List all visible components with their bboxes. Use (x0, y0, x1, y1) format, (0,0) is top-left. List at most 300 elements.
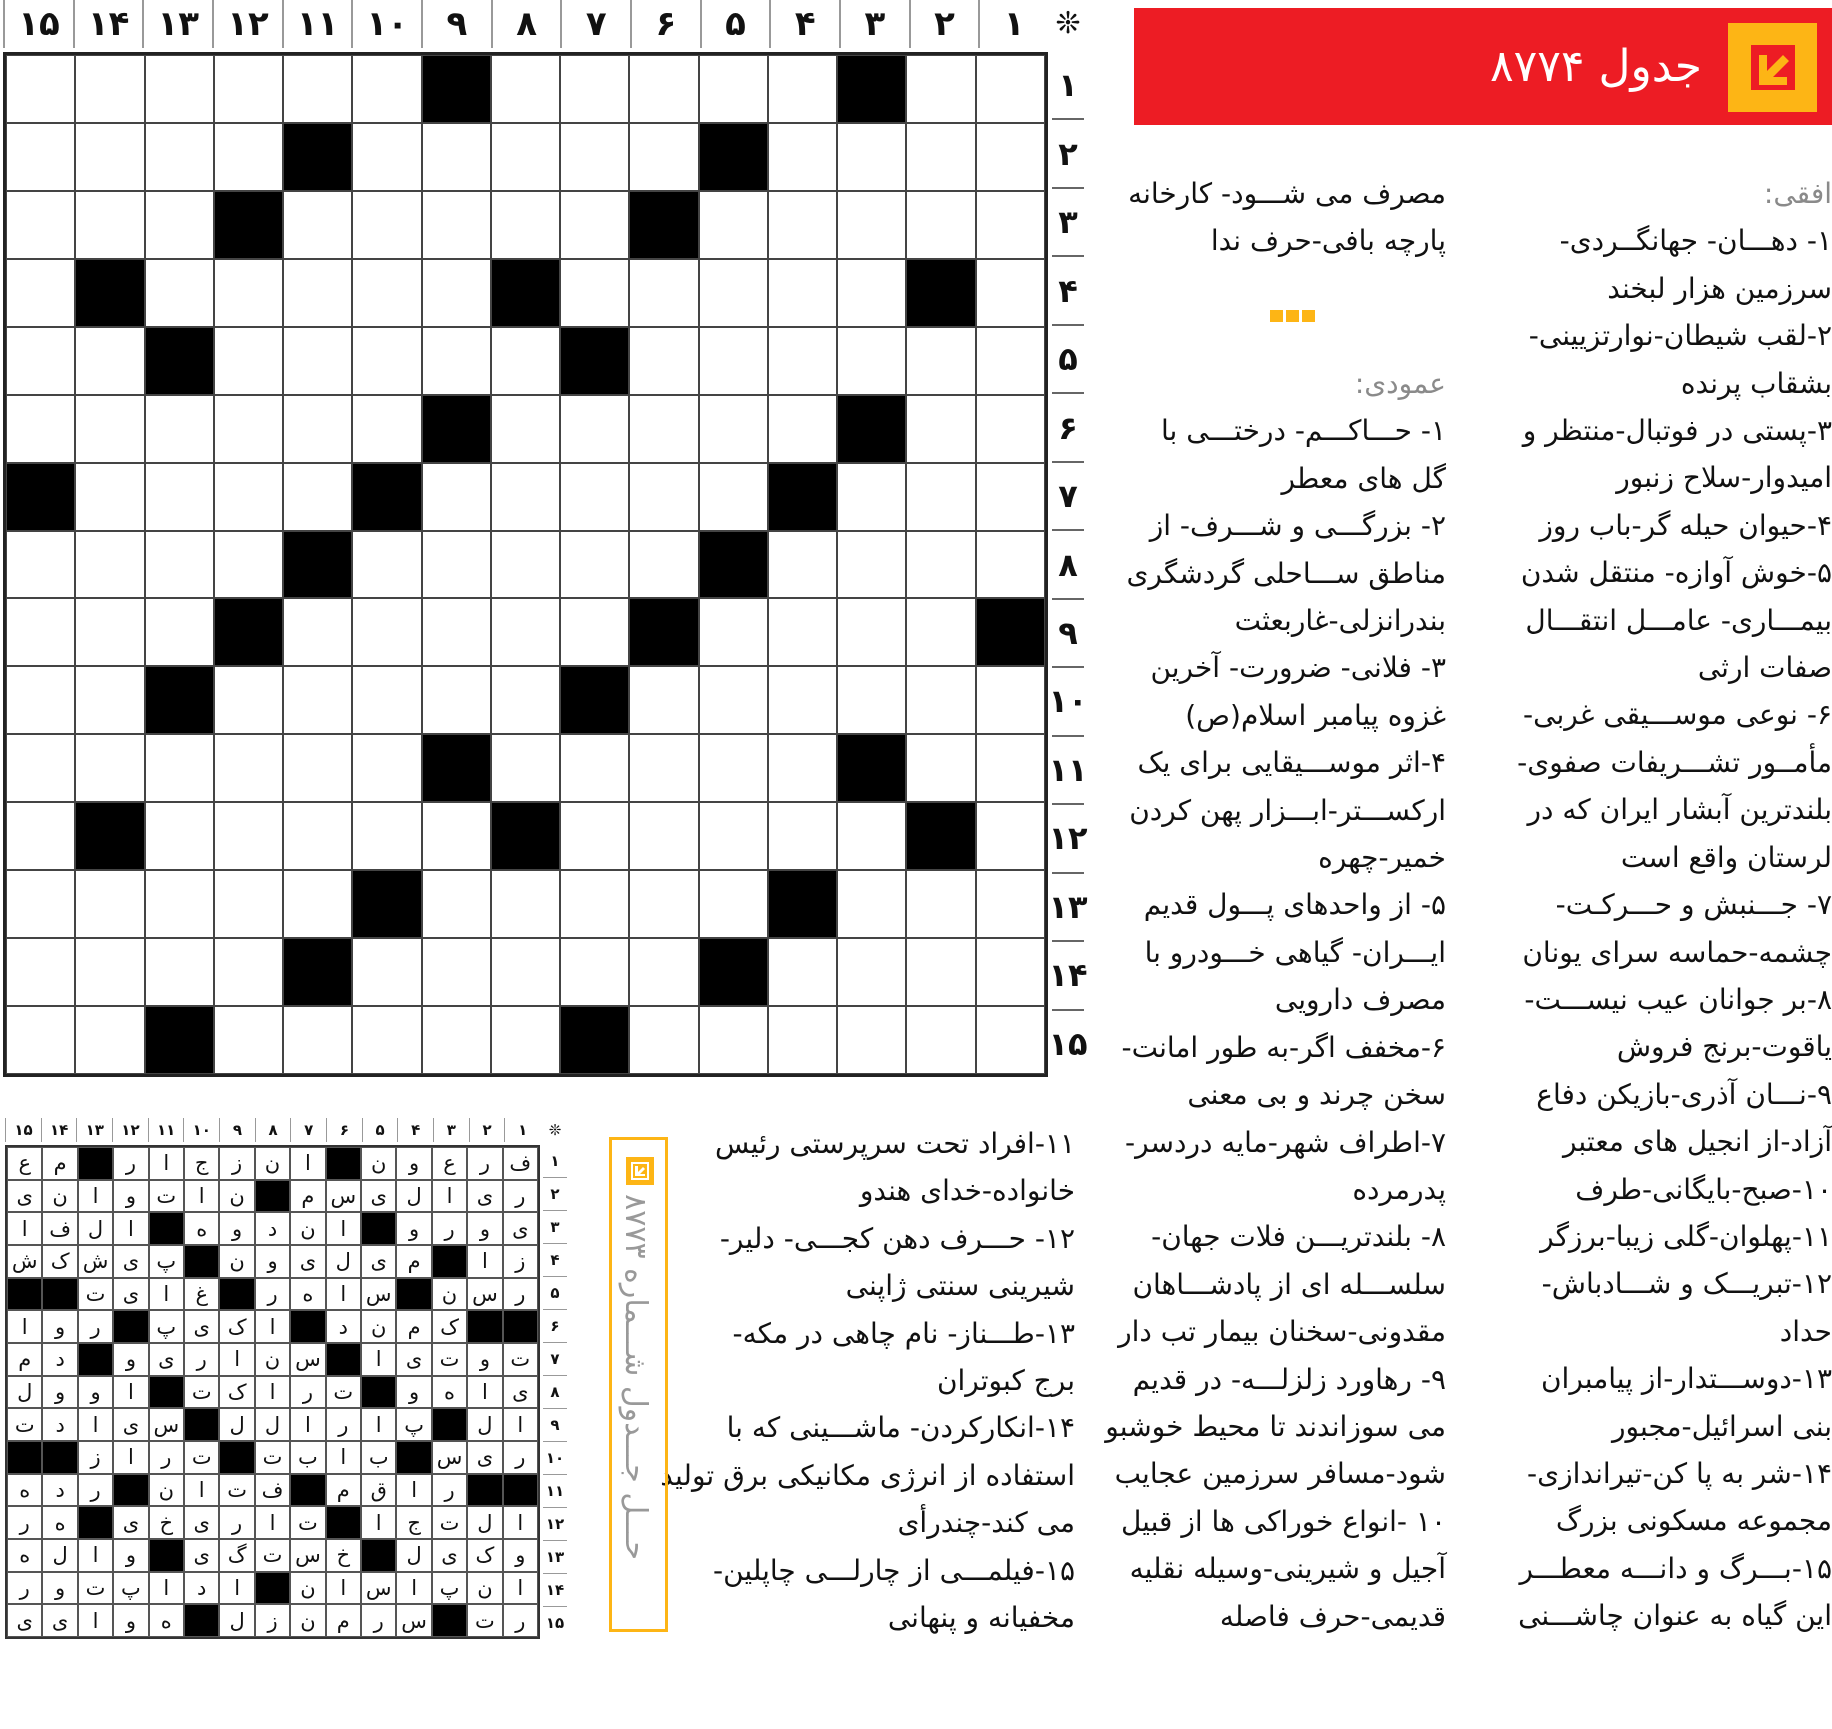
row-label: ۱۲ (543, 1508, 567, 1541)
black-cell (7, 1441, 42, 1474)
arrow-down-left-icon (626, 1157, 654, 1185)
solution-cell: ا (219, 1572, 254, 1605)
solution-cell: پ (113, 1572, 148, 1605)
grid-cell[interactable] (352, 531, 421, 599)
grid-cell[interactable] (906, 55, 975, 123)
grid-cell[interactable] (768, 55, 837, 123)
solution-cell: ا (361, 1343, 396, 1376)
grid-cell[interactable] (837, 666, 906, 734)
grid-cell[interactable] (906, 123, 975, 191)
black-cell (467, 1474, 502, 1507)
clue-line: شیرینی سنتی ژاپنی (845, 1269, 1075, 1303)
grid-cell[interactable] (422, 802, 491, 870)
grid-cell[interactable] (422, 598, 491, 666)
grid-cell[interactable] (629, 55, 698, 123)
grid-cell[interactable] (699, 463, 768, 531)
clue-line: می سوزاندند تا محیط خوشبو (1105, 1409, 1446, 1443)
solution-column-headers (5, 1118, 570, 1142)
grid-cell[interactable] (214, 327, 283, 395)
grid-cell[interactable] (629, 666, 698, 734)
grid-cell[interactable] (145, 123, 214, 191)
grid-cell[interactable] (352, 938, 421, 1006)
solution-cell: ن (255, 1147, 290, 1180)
grid-cell[interactable] (75, 598, 144, 666)
grid-cell[interactable] (560, 870, 629, 938)
grid-cell[interactable] (837, 870, 906, 938)
grid-cell[interactable] (976, 734, 1045, 802)
grid-cell[interactable] (283, 259, 352, 327)
clue-line: مصرف می شـــود- کارخانه (1128, 177, 1446, 210)
grid-cell[interactable] (145, 531, 214, 599)
grid-cell[interactable] (837, 463, 906, 531)
grid-cell[interactable] (837, 259, 906, 327)
grid-cell[interactable] (75, 395, 144, 463)
grid-cell[interactable] (491, 463, 560, 531)
grid-cell[interactable] (145, 870, 214, 938)
solution-cell: ل (255, 1408, 290, 1441)
column-label: ۱۱ (148, 1118, 184, 1142)
grid-cell[interactable] (352, 802, 421, 870)
grid-cell[interactable] (145, 734, 214, 802)
grid-cell[interactable] (837, 531, 906, 599)
solution-cell: د (255, 1212, 290, 1245)
solution-cell: ب (361, 1441, 396, 1474)
grid-cell[interactable] (422, 327, 491, 395)
grid-cell[interactable] (283, 870, 352, 938)
grid-cell[interactable] (145, 463, 214, 531)
grid-cell[interactable] (6, 395, 75, 463)
grid-cell[interactable] (768, 123, 837, 191)
solution-cell: ل (396, 1539, 431, 1572)
grid-cell[interactable] (422, 1006, 491, 1074)
solution-cell: ی (467, 1180, 502, 1213)
grid-cell[interactable] (560, 55, 629, 123)
solution-cell: ل (78, 1212, 113, 1245)
grid-cell[interactable] (837, 123, 906, 191)
grid-cell[interactable] (422, 191, 491, 259)
grid-cell[interactable] (837, 938, 906, 1006)
grid-cell[interactable] (75, 870, 144, 938)
grid-cell[interactable] (214, 734, 283, 802)
grid-cell[interactable] (283, 327, 352, 395)
grid-cell[interactable] (768, 327, 837, 395)
solution-cell: ی (503, 1212, 538, 1245)
grid-cell[interactable] (6, 1006, 75, 1074)
grid-cell[interactable] (560, 123, 629, 191)
grid-cell[interactable] (560, 463, 629, 531)
grid-cell[interactable] (976, 531, 1045, 599)
arrow-down-left-icon (1728, 23, 1817, 112)
black-cell (837, 734, 906, 802)
grid-cell[interactable] (629, 870, 698, 938)
solution-cell: م (7, 1343, 42, 1376)
grid-cell[interactable] (699, 598, 768, 666)
grid-cell[interactable] (976, 259, 1045, 327)
grid-cell[interactable] (145, 802, 214, 870)
grid-cell[interactable] (629, 395, 698, 463)
grid-cell[interactable] (699, 395, 768, 463)
solution-cell: و (113, 1539, 148, 1572)
grid-cell[interactable] (906, 463, 975, 531)
solution-cell: ی (7, 1604, 42, 1637)
grid-cell[interactable] (906, 327, 975, 395)
grid-cell[interactable] (214, 666, 283, 734)
solution-cell: غ (184, 1278, 219, 1311)
solution-cell: س (290, 1539, 325, 1572)
grid-cell[interactable] (699, 870, 768, 938)
grid-cell[interactable] (422, 938, 491, 1006)
black-cell (422, 55, 491, 123)
grid-cell[interactable] (6, 802, 75, 870)
grid-cell[interactable] (145, 259, 214, 327)
grid-cell[interactable] (491, 327, 560, 395)
grid-cell[interactable] (352, 734, 421, 802)
solution-cell: س (396, 1604, 431, 1637)
grid-cell[interactable] (145, 191, 214, 259)
grid-cell[interactable] (75, 666, 144, 734)
grid-cell[interactable] (145, 598, 214, 666)
grid-cell[interactable] (6, 734, 75, 802)
grid-cell[interactable] (491, 531, 560, 599)
black-cell (290, 1310, 325, 1343)
grid-cell[interactable] (491, 870, 560, 938)
grid-cell[interactable] (976, 191, 1045, 259)
clue-line: ۶-مخفف اگر-به طور امانت- (1121, 1030, 1446, 1064)
grid-cell[interactable] (214, 1006, 283, 1074)
clue-line: سخن چرند و بی معنی (1187, 1078, 1446, 1112)
grid-cell[interactable] (560, 395, 629, 463)
grid-cell[interactable] (422, 259, 491, 327)
black-cell (283, 123, 352, 191)
black-cell (699, 123, 768, 191)
grid-cell[interactable] (491, 395, 560, 463)
grid-cell[interactable] (976, 870, 1045, 938)
grid-cell[interactable] (976, 463, 1045, 531)
grid-cell[interactable] (906, 395, 975, 463)
solution-cell: ا (290, 1408, 325, 1441)
grid-cell[interactable] (214, 55, 283, 123)
grid-cell[interactable] (629, 1006, 698, 1074)
solution-cell: ا (184, 1180, 219, 1213)
black-cell (326, 1147, 361, 1180)
grid-cell[interactable] (768, 938, 837, 1006)
solution-cell: ا (255, 1506, 290, 1539)
solution-cell: ک (467, 1539, 502, 1572)
grid-cell[interactable] (491, 191, 560, 259)
grid-cell[interactable] (6, 666, 75, 734)
grid-cell[interactable] (283, 55, 352, 123)
grid-cell[interactable] (976, 938, 1045, 1006)
grid-cell[interactable] (283, 734, 352, 802)
grid-cell[interactable] (75, 55, 144, 123)
solution-cell: ل (396, 1180, 431, 1213)
black-cell (432, 1604, 467, 1637)
grid-cell[interactable] (560, 598, 629, 666)
solution-cell: و (255, 1245, 290, 1278)
black-cell (184, 1245, 219, 1278)
grid-cell[interactable] (75, 191, 144, 259)
grid-cell[interactable] (976, 1006, 1045, 1074)
grid-cell[interactable] (6, 55, 75, 123)
grid-cell[interactable] (214, 938, 283, 1006)
black-cell (290, 1474, 325, 1507)
clue-line: ۱- دهـــان- جهانگــردی- (1559, 224, 1832, 258)
grid-cell[interactable] (422, 531, 491, 599)
grid-cell[interactable] (352, 666, 421, 734)
grid-cell[interactable] (283, 802, 352, 870)
grid-cell[interactable] (283, 463, 352, 531)
black-cell (503, 1310, 538, 1343)
grid-cell[interactable] (422, 870, 491, 938)
grid-cell[interactable] (352, 395, 421, 463)
grid-cell[interactable] (768, 666, 837, 734)
grid-cell[interactable] (6, 598, 75, 666)
grid-cell[interactable] (145, 55, 214, 123)
grid-cell[interactable] (75, 123, 144, 191)
grid-cell[interactable] (768, 802, 837, 870)
grid-cell[interactable] (6, 531, 75, 599)
solution-cell: ر (503, 1278, 538, 1311)
solution-cell: س (149, 1408, 184, 1441)
grid-cell[interactable] (560, 802, 629, 870)
grid-cell[interactable] (6, 259, 75, 327)
crossword-grid[interactable] (3, 52, 1048, 1077)
puzzle-title: جدول ۸۷۷۴ (1489, 41, 1702, 92)
grid-cell[interactable] (629, 463, 698, 531)
grid-cell[interactable] (837, 1006, 906, 1074)
solution-grid (5, 1145, 540, 1639)
solution-cell: ک (219, 1310, 254, 1343)
grid-cell[interactable] (6, 123, 75, 191)
grid-cell[interactable] (214, 802, 283, 870)
clue-line: پدرمرده (1352, 1172, 1446, 1206)
solution-cell: ا (255, 1376, 290, 1409)
grid-cell[interactable] (699, 802, 768, 870)
grid-cell[interactable] (422, 666, 491, 734)
clue-line: مخفیانه و پنهانی (887, 1601, 1075, 1635)
grid-cell[interactable] (699, 666, 768, 734)
black-cell (75, 802, 144, 870)
clue-line: ۲- بزرگـــی و شـــرف- از (1149, 509, 1446, 543)
column-label: ۱ (504, 1118, 540, 1142)
solution-cell: ا (467, 1245, 502, 1278)
row-label: ۱۴ (543, 1574, 567, 1607)
grid-cell[interactable] (283, 598, 352, 666)
grid-cell[interactable] (837, 191, 906, 259)
solution-cell: ا (396, 1474, 431, 1507)
grid-cell[interactable] (214, 463, 283, 531)
grid-cell[interactable] (976, 327, 1045, 395)
grid-cell[interactable] (906, 531, 975, 599)
clue-line: این گیاه به عنوان چاشـــنی (1518, 1599, 1832, 1633)
grid-cell[interactable] (352, 598, 421, 666)
grid-cell[interactable] (560, 531, 629, 599)
grid-cell[interactable] (214, 259, 283, 327)
grid-cell[interactable] (6, 870, 75, 938)
clue-line: ۱۴-شر به پا کن-تیراندازی- (1527, 1456, 1832, 1490)
black-cell (219, 1278, 254, 1311)
grid-cell[interactable] (75, 531, 144, 599)
grid-cell[interactable] (75, 327, 144, 395)
grid-cell[interactable] (214, 531, 283, 599)
solution-cell: ه (42, 1506, 77, 1539)
clue-line: بلندترین آبشار ایران که در (1527, 793, 1832, 827)
black-cell (113, 1474, 148, 1507)
grid-cell[interactable] (768, 734, 837, 802)
grid-cell[interactable] (768, 191, 837, 259)
grid-cell[interactable] (6, 191, 75, 259)
clue-line: ۲-لقب شیطان-نوارتزیینی- (1528, 319, 1832, 353)
grid-cell[interactable] (906, 191, 975, 259)
grid-cell[interactable] (768, 259, 837, 327)
solution-cell: ب (290, 1441, 325, 1474)
clue-line: خمیر-چهره (1318, 841, 1446, 875)
grid-cell[interactable] (491, 1006, 560, 1074)
row-label: ۱۳ (1052, 874, 1084, 942)
column-label: ۵ (362, 1118, 398, 1142)
grid-cell[interactable] (906, 870, 975, 938)
grid-cell[interactable] (906, 1006, 975, 1074)
solution-cell: ا (219, 1343, 254, 1376)
grid-cell[interactable] (214, 123, 283, 191)
solution-cell: ر (7, 1506, 42, 1539)
row-label: ۱ (1052, 52, 1084, 120)
black-cell (149, 1539, 184, 1572)
clue-line: حداد (1779, 1314, 1832, 1348)
grid-cell[interactable] (491, 598, 560, 666)
grid-cell[interactable] (352, 55, 421, 123)
grid-cell[interactable] (768, 1006, 837, 1074)
grid-cell[interactable] (214, 870, 283, 938)
grid-cell[interactable] (6, 938, 75, 1006)
solution-cell: ز (78, 1441, 113, 1474)
grid-cell[interactable] (837, 598, 906, 666)
solution-cell: ز (503, 1245, 538, 1278)
grid-cell[interactable] (699, 259, 768, 327)
clue-line: ۱۰ -انواع خوراکی ها از قبیل (1120, 1504, 1446, 1538)
grid-cell[interactable] (629, 327, 698, 395)
grid-cell[interactable] (560, 938, 629, 1006)
grid-cell[interactable] (976, 802, 1045, 870)
grid-cell[interactable] (75, 734, 144, 802)
grid-cell[interactable] (491, 666, 560, 734)
solution-cell: د (42, 1474, 77, 1507)
grid-cell[interactable] (422, 123, 491, 191)
solution-cell: ی (149, 1343, 184, 1376)
clue-line: بیمـــاری- عامـــل انتقـــال (1525, 603, 1832, 637)
grid-cell[interactable] (629, 734, 698, 802)
grid-cell[interactable] (906, 734, 975, 802)
grid-cell[interactable] (560, 259, 629, 327)
column-label: ۱۲ (112, 1118, 148, 1142)
solution-cell: گ (219, 1539, 254, 1572)
row-label: ۶ (1052, 394, 1084, 462)
grid-cell[interactable] (837, 327, 906, 395)
grid-cell[interactable] (352, 123, 421, 191)
grid-cell[interactable] (491, 55, 560, 123)
grid-cell[interactable] (352, 191, 421, 259)
black-cell (560, 666, 629, 734)
grid-cell[interactable] (629, 802, 698, 870)
solution-cell: ل (467, 1408, 502, 1441)
grid-cell[interactable] (145, 938, 214, 1006)
clue-line: آزاد-از انجیل های معتبر (1562, 1125, 1832, 1159)
grid-cell[interactable] (491, 938, 560, 1006)
grid-cell[interactable] (906, 666, 975, 734)
solution-cell: و (113, 1180, 148, 1213)
grid-cell[interactable] (837, 802, 906, 870)
grid-cell[interactable] (352, 327, 421, 395)
grid-cell[interactable] (768, 395, 837, 463)
grid-cell[interactable] (491, 734, 560, 802)
solution-cell: ا (326, 1441, 361, 1474)
grid-cell[interactable] (283, 395, 352, 463)
grid-cell[interactable] (629, 938, 698, 1006)
grid-cell[interactable] (699, 1006, 768, 1074)
grid-cell[interactable] (906, 938, 975, 1006)
grid-cell[interactable] (283, 191, 352, 259)
column-label: ۱ (978, 0, 1048, 48)
grid-cell[interactable] (145, 395, 214, 463)
grid-cell[interactable] (6, 327, 75, 395)
grid-cell[interactable] (976, 55, 1045, 123)
grid-cell[interactable] (629, 123, 698, 191)
grid-cell[interactable] (352, 259, 421, 327)
grid-cell[interactable] (976, 123, 1045, 191)
clue-line: گل های معطر (1281, 461, 1446, 495)
grid-cell[interactable] (560, 191, 629, 259)
clue-line: ۱۵-بـــرگ و دانـــه معطـــر (1519, 1551, 1832, 1585)
clue-line: ۱۳-طـــناز- نام چاهی در مکه- (732, 1316, 1075, 1350)
grid-cell[interactable] (75, 463, 144, 531)
solution-cell: ه (184, 1212, 219, 1245)
solution-cell: ا (396, 1572, 431, 1605)
grid-cell[interactable] (699, 734, 768, 802)
grid-cell[interactable] (906, 598, 975, 666)
black-cell (352, 870, 421, 938)
solution-cell: ت (78, 1278, 113, 1311)
solution-cell: س (290, 1343, 325, 1376)
grid-cell[interactable] (629, 259, 698, 327)
grid-cell[interactable] (75, 1006, 144, 1074)
grid-cell[interactable] (976, 395, 1045, 463)
grid-cell[interactable] (768, 598, 837, 666)
grid-cell[interactable] (283, 666, 352, 734)
black-cell (361, 1376, 396, 1409)
grid-cell[interactable] (422, 463, 491, 531)
clue-line: ۵-خوش آوازه- منتقل شدن (1520, 556, 1832, 590)
grid-cell[interactable] (352, 1006, 421, 1074)
clue-line: می کند-چندرأی (897, 1506, 1075, 1540)
solution-cell: و (396, 1376, 431, 1409)
grid-cell[interactable] (768, 531, 837, 599)
grid-cell[interactable] (283, 1006, 352, 1074)
black-cell (422, 734, 491, 802)
grid-cell[interactable] (699, 55, 768, 123)
section-divider-dots (1270, 310, 1315, 322)
solution-cell: ا (326, 1572, 361, 1605)
row-label: ۱۰ (543, 1442, 567, 1475)
grid-cell[interactable] (560, 734, 629, 802)
grid-cell[interactable] (699, 327, 768, 395)
grid-cell[interactable] (699, 191, 768, 259)
grid-cell[interactable] (976, 666, 1045, 734)
solution-cell: ی (7, 1180, 42, 1213)
grid-cell[interactable] (214, 395, 283, 463)
grid-cell[interactable] (491, 123, 560, 191)
grid-cell[interactable] (629, 531, 698, 599)
grid-cell[interactable] (75, 938, 144, 1006)
